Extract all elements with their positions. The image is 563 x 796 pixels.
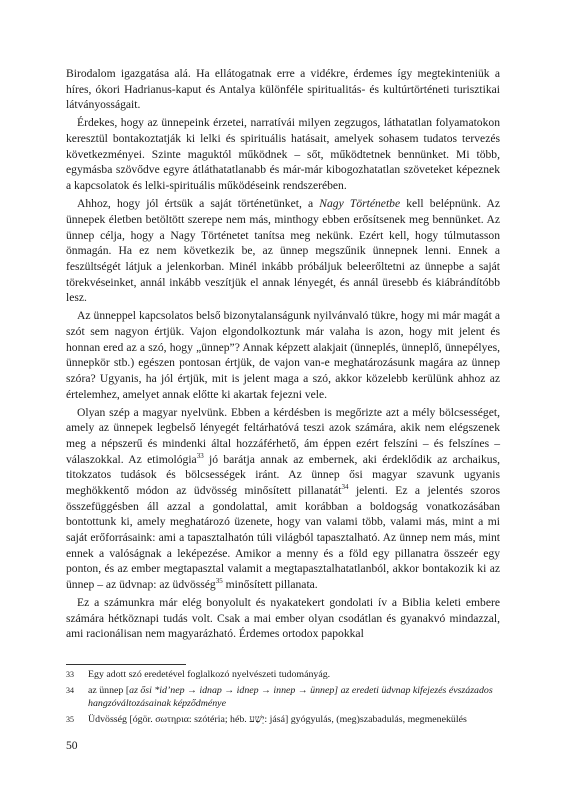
footnote-number: 33 [66,670,74,679]
footnote-text [88,713,500,727]
footnote-text [88,684,500,711]
text-run: Ez a számunkra már elég bonyolult és nyakatekert gondolati ív a Biblia keleti embere számára hétköznapi tudás volt. Csak a mai ember olyan csodátlan és gyanakvó mindazzal, ami racionálisan nem magyarázható. Érdemes ortodox papokkal [66,596,500,641]
body-text [66,66,500,642]
footnote-separator [66,664,186,665]
paragraph [66,115,500,193]
italic-text: Nagy Történetbe [319,197,401,211]
text-run: az ünnep [ [88,684,130,696]
footnote-number: 34 [66,685,74,695]
paragraph [66,595,500,642]
footnote-number: 35 [66,714,74,724]
text-run: Az ünneppel kapcsolatos belső bizonytalanságunk nyilvánvaló tükre, hogy mi már magát a szót sem nagyon értjük. Vajon elgondolkoztunk már valaha is azon, hogy mit jelent és honnan ered az a szó, hogy „ünnep”? Annak képzett alakjait (ünneplés, ünneplő, ünnepélyes, ünnepkör stb.) egészen pontosan értjük, de vajon van-e meghatározásunk magára az ünnep szóra? Ugyanis, ha jól értjük, mit is jelent maga a szó, akkor közelebb kerülünk ahhoz az értelemhez, amelyet annak előtte ki akartak fejezni vele. [66,309,500,401]
page-number: 50 [66,739,78,752]
text-run: Üdvösség [ógör. σωτηρια: szótéria; héb. יֵשַׁע: jásá] gyógyulás, (meg)szabadulás, megmenekülés [88,713,467,725]
paragraph [66,196,500,306]
text-run: jelenti. Ez a jelentés szoros összefüggésben áll azzal a gondolattal, amit korábban a boldogság vonatkozásában bontottunk ki, amely meghatározó üzenete, hogy van valami több, valami más, mint a mi saját erőforrásaink: ami a tapasztalhatón túli világból tapasztalható. Az ünnep nem más, mint ennek a valóságnak a leképezése. Amikor a menny és a föld egy pillanatra összeér egy ponton, és az ember megtapasztal valamit a megtapasztalhatatlanból, akkor bontakozik ki az ünnep – az üdvnap: az üdvösség [66,484,500,591]
footnote-ref: 35 [215,577,223,586]
paragraph [66,405,500,593]
italic-text: az ősi *id’nep → idnap → idnep → innep → ünnep] az eredeti üdvnap kifejezés évszázados hangzóváltozásainak képződménye [88,684,493,709]
footnotes [66,668,500,728]
footnote-ref: 34 [341,483,349,492]
footnote [66,668,500,682]
text-run: Érdekes, hogy az ünnepeink érzetei, narratívái milyen zegzugos, láthatatlan folyamatokon keresztül bontakoztatják ki lelki és spirituális hatásait, amelyek sohasem tudatos tervezés következményei. Szinte maguktól működnek – sőt, működtetnek bennünket. Mi több, egymásba szövődve egyre átláthatatlanabb és már-már kibogozhatatlan szöveteket képeznek a kapcsolatok és lelki-spirituális működéseink rendszerében. [66,116,500,193]
footnote [66,713,500,727]
text-run: minősített pillanata. [222,578,318,591]
text-run: jó barátja annak az embernek, aki érdeklődik az archaikus, titokzatos tudások és bölcsességek iránt. Az ünnep ősi magyar szavunk ugyanis meghökkentő módon az üdvösség minősített pillanatát [66,452,501,498]
paragraph [66,308,500,402]
footnote [66,684,500,711]
paragraph [66,66,500,113]
text-run: Ahhoz, hogy jól értsük a saját történetünket, a [77,197,320,211]
text-run: Egy adott szó eredetével foglalkozó nyelvészeti tudományág. [88,669,331,680]
text-run: Birodalom igazgatása alá. Ha ellátogatnak erre a vidékre, érdemes így megtekinteniük a híres, ókori Hadrianus-kaput és Antalya különféle spiritualitás- és kultúrtörténeti turisztikai látványosságait. [66,67,500,112]
text-run: Olyan szép a magyar nyelvünk. Ebben a kérdésben is megőrizte azt a mély bölcsességet, amely az ünnepek legbelső lényegét feltárhatóvá teszi azok számára, akik nem elégszenek meg a népszerű és mindenki által hozzáférhető, ám éppen ezért felszíni – és felszínes – válaszokkal. Az etimológia [66,405,500,466]
text-run: kell belépnünk. Az ünnepek életben betöltött szerepe nem más, minthogy ebben erősítsenek meg bennünket. Az ünnep célja, hogy a Nagy Történetet tanítsa meg nekünk. Ezért kell, hogy túlmutasson önmagán. Ha ez nem következik be, az ünnep megszűnik ünnepnek lenni. Ennek a feszültségét látjuk a jelenkorban. Minél inkább próbáljuk beleerőltetni az ünnepbe a saját törekvéseinket, annál inkább veszítjük el annak lényegét, és annál üresebb és kiábrándítóbb lesz. [66,197,500,305]
footnote-ref: 33 [196,451,204,460]
footnote-text [88,668,500,682]
